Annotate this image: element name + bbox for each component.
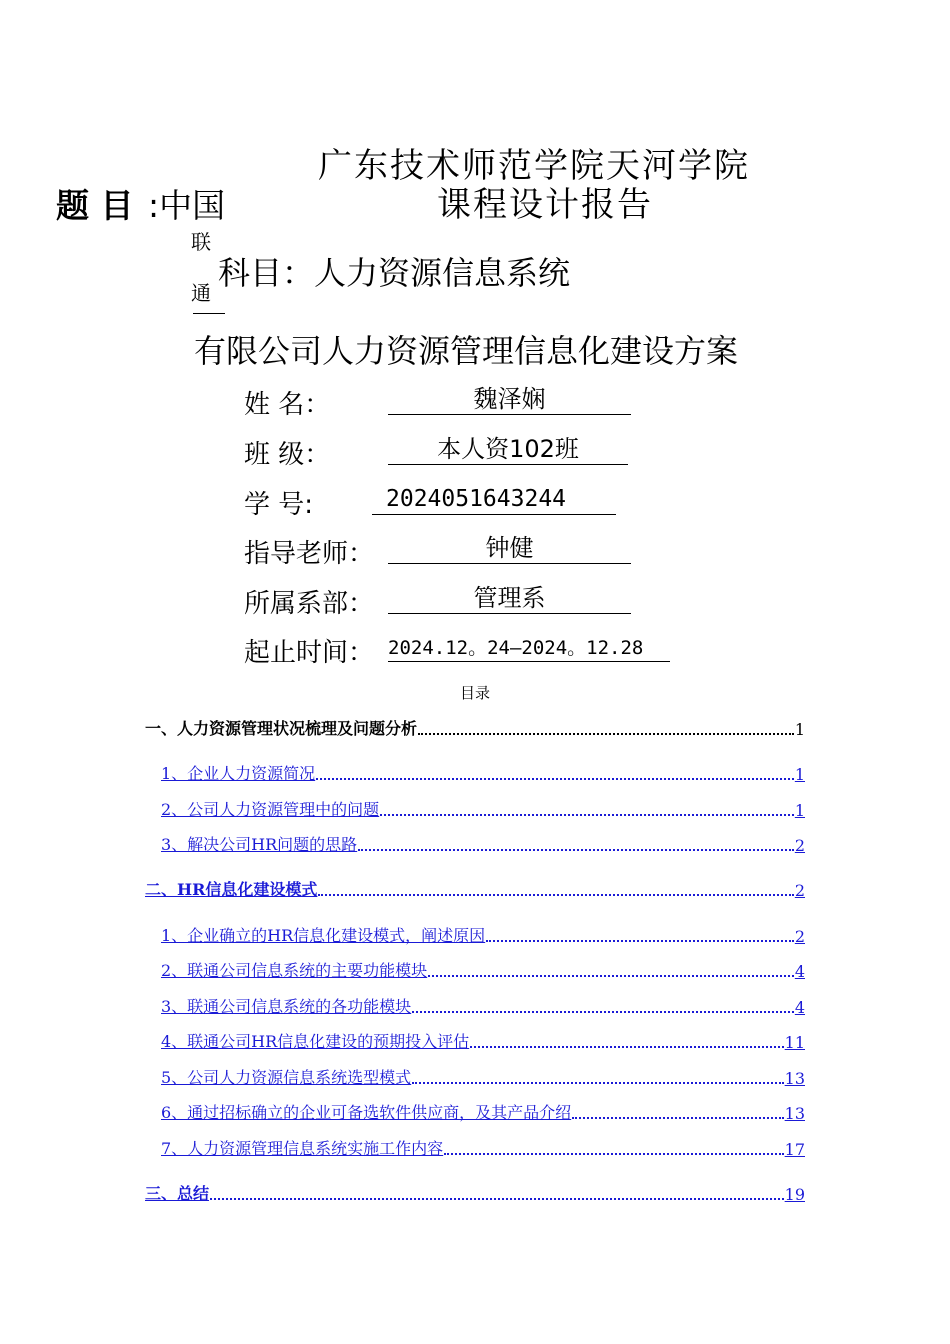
toc-entry-text: 2、公司人力资源管理中的问题	[161, 800, 380, 819]
toc-entry-text: 三、总结	[145, 1184, 210, 1203]
toc-entry-text: 一、人力资源管理状况梳理及问题分析	[145, 719, 418, 738]
school-name: 广东技术师范学院天河学院	[318, 146, 750, 186]
toc-link[interactable]	[161, 832, 805, 855]
toc-leader	[444, 1153, 783, 1155]
toc-entry-page: 2	[794, 836, 805, 855]
toc-leader	[316, 778, 794, 780]
toc-link[interactable]	[161, 994, 805, 1017]
toc-leader	[572, 1117, 783, 1119]
department-value: 管理系	[388, 583, 631, 614]
toc-link[interactable]	[161, 1029, 805, 1052]
toc-leader	[428, 975, 794, 977]
toc-entry-page: 4	[794, 998, 805, 1017]
toc-link[interactable]	[145, 877, 805, 900]
student-id-label: 学 号:	[244, 490, 314, 520]
class-value: 本人资102班	[388, 434, 628, 465]
toc-link[interactable]	[161, 1136, 805, 1159]
toc-entry-text: 7、人力资源管理信息系统实施工作内容	[161, 1139, 444, 1158]
toc-entry-text: 1、企业确立的HR信息化建设模式，阐述原因	[161, 926, 486, 945]
toc-entry-page: 1	[794, 801, 805, 820]
toc-entry-page: 1	[794, 765, 805, 784]
toc-entry-text: 4、联通公司HR信息化建设的预期投入评估	[161, 1032, 470, 1051]
topic-label: 题 目	[56, 186, 134, 225]
toc-entry-text: 3、联通公司信息系统的各功能模块	[161, 997, 412, 1016]
toc-leader	[210, 1198, 784, 1200]
toc-entry-text: 5、公司人力资源信息系统选型模式	[161, 1068, 412, 1087]
toc-leader	[418, 733, 794, 735]
toc-entry-page: 4	[794, 962, 805, 981]
toc-link[interactable]	[161, 1100, 805, 1123]
toc-entry-text: 1、企业人力资源简况	[161, 764, 316, 783]
toc-leader	[358, 849, 794, 851]
topic-fragment-underline	[193, 313, 225, 314]
topic-start-text: 中国	[159, 186, 226, 225]
toc-leader	[318, 894, 793, 896]
name-value: 魏泽娴	[388, 384, 631, 415]
toc-entry-text: 2、联通公司信息系统的主要功能模块	[161, 961, 428, 980]
toc-title: 目录	[459, 684, 490, 702]
toc-entry-page: 13	[784, 1104, 805, 1123]
toc-link[interactable]	[145, 1181, 805, 1204]
toc-entry-text: 3、解决公司HR问题的思路	[161, 835, 358, 854]
toc-link[interactable]	[161, 1065, 805, 1088]
toc-entry-text: 二、HR信息化建设模式	[145, 880, 318, 899]
topic-fragment-2: 通	[191, 281, 211, 305]
topic-rest: 有限公司人力资源管理信息化建设方案	[194, 332, 739, 370]
period-value: 2024.12。24—2024。12.28	[388, 635, 670, 662]
toc-entry-text: 6、通过招标确立的企业可备选软件供应商，及其产品介绍	[161, 1103, 572, 1122]
toc-entry-page: 13	[784, 1069, 805, 1088]
toc-entry-page: 17	[784, 1140, 805, 1159]
toc-link[interactable]	[161, 958, 805, 981]
period-label: 起止时间：	[244, 638, 375, 668]
toc-leader	[380, 814, 794, 816]
toc-link[interactable]	[161, 761, 805, 784]
toc-leader	[412, 1082, 783, 1084]
report-type: 课程设计报告	[437, 185, 653, 225]
class-label: 班 级：	[244, 440, 331, 470]
toc-leader	[486, 940, 794, 942]
topic-fragment-1: 联	[191, 230, 211, 254]
toc-entry[interactable]	[145, 716, 805, 739]
advisor-value: 钟健	[388, 533, 631, 564]
toc-entry-page: 1	[794, 720, 805, 739]
topic-colon: :	[148, 186, 160, 225]
toc-entry-page: 11	[784, 1033, 805, 1052]
name-label: 姓 名：	[244, 390, 331, 420]
topic-start	[148, 180, 225, 227]
toc-link[interactable]	[161, 923, 805, 946]
toc-entry-page: 19	[784, 1185, 805, 1204]
toc-link[interactable]	[161, 797, 805, 820]
toc-entry-page: 2	[794, 927, 805, 946]
student-id-value: 2024051643244	[372, 484, 616, 515]
subject-line: 科目：人力资源信息系统	[218, 254, 571, 292]
toc-leader	[470, 1046, 783, 1048]
toc-leader	[412, 1011, 794, 1013]
toc-entry-page: 2	[794, 881, 805, 900]
department-label: 所属系部：	[244, 589, 375, 619]
advisor-label: 指导老师：	[244, 539, 375, 569]
